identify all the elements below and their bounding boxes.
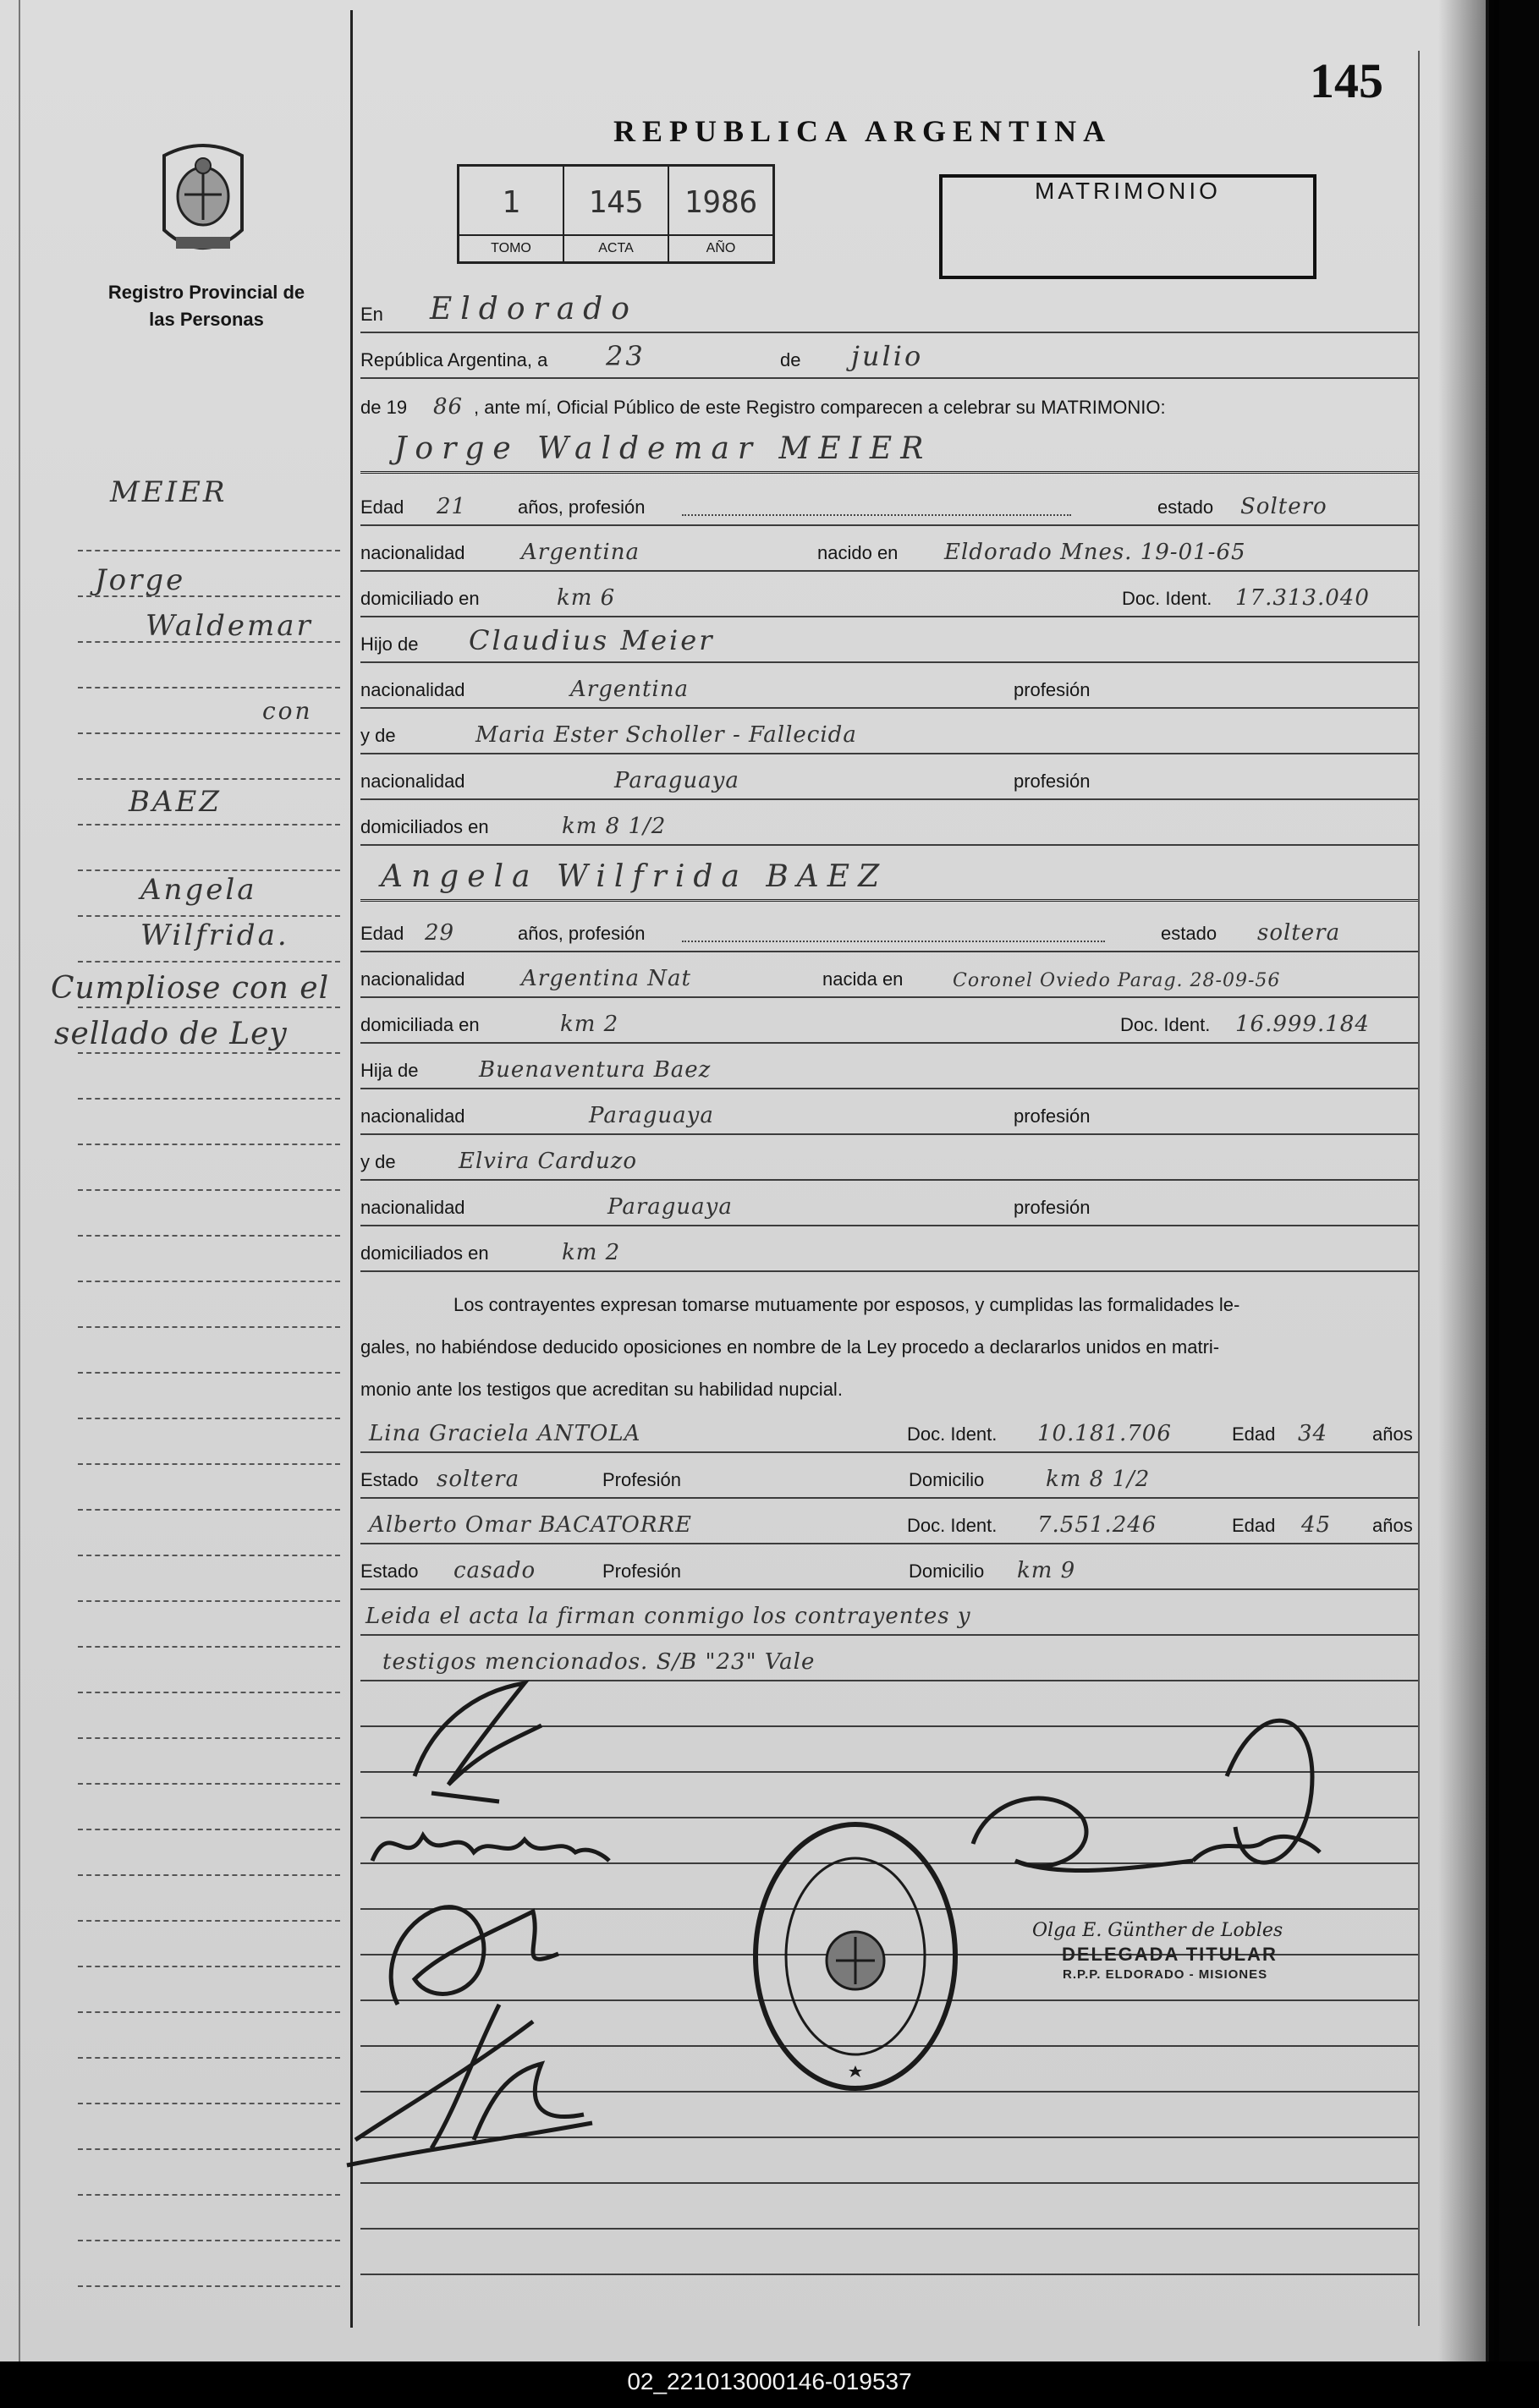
margin-line (78, 643, 340, 688)
margin-line (78, 1054, 340, 1100)
margin-note-given-2: Waldemar (146, 609, 313, 643)
margin-line (78, 734, 340, 780)
domiciliado-label: domiciliado en (360, 588, 480, 609)
place-value: Eldorado (430, 292, 638, 326)
bride-status: soltera (1257, 920, 1341, 946)
margin-note-given-1: Jorge (95, 563, 186, 597)
delegate-org: R.P.P. ELDORADO - MISIONES (1063, 1967, 1268, 1982)
date-line (360, 333, 1418, 379)
tomo-label: TOMO (459, 234, 563, 261)
en-label: En (360, 304, 383, 325)
estado-label: estado (1161, 923, 1217, 944)
groom-age-line (360, 480, 1418, 526)
year-suffix-value: 86 (433, 394, 464, 420)
groom-address: km 6 (557, 585, 616, 611)
margin-line (78, 826, 340, 871)
estado-label: Estado (360, 1561, 419, 1582)
place-line (360, 288, 1418, 333)
acta-value: 145 (588, 185, 644, 220)
margin-line (78, 1100, 340, 1145)
bride-doc: 16.999.184 (1235, 1012, 1370, 1037)
anos-label: años (1372, 1515, 1413, 1536)
anos-profesion-label: años, profesión (518, 923, 646, 944)
bride-mother-nationality: Paraguaya (607, 1194, 733, 1220)
groom-doc: 17.313.040 (1235, 585, 1370, 611)
margin-line (78, 2196, 340, 2241)
delegate-title: DELEGADA TITULAR (1062, 1944, 1278, 1965)
bride-signature (364, 1802, 618, 1886)
bride-father-nationality-line (360, 1089, 1418, 1135)
bride-address: km 2 (560, 1012, 619, 1037)
registry-name: Registro Provincial de las Personas (107, 282, 305, 330)
hijo-de-label: Hijo de (360, 634, 419, 655)
nacionalidad-label: nacionalidad (360, 968, 465, 990)
de-year-label: de 19 (360, 397, 408, 418)
margin-line (78, 1511, 340, 1556)
witness-1-age: 34 (1298, 1421, 1328, 1446)
blank-line (360, 2184, 1418, 2230)
margin-line (78, 1967, 340, 2013)
profesion-label: profesión (1014, 679, 1091, 700)
nacionalidad-label: nacionalidad (360, 679, 465, 700)
edad-label: Edad (360, 923, 404, 944)
witness-2-details-line (360, 1544, 1418, 1590)
domicilio-label: Domicilio (909, 1469, 985, 1490)
bride-father: Buenaventura Baez (479, 1057, 712, 1083)
bride-mother-nationality-line (360, 1181, 1418, 1226)
witness-2-name: Alberto Omar BACATORRE (369, 1512, 693, 1538)
margin-line (78, 1785, 340, 1830)
acta-cell (564, 167, 669, 261)
officer-signature (939, 1675, 1328, 1912)
margin-line (78, 1922, 340, 1967)
day-value: 23 (606, 340, 646, 372)
nacido-en-label: nacido en (817, 542, 899, 563)
margin-note-given-4: Wilfrida. (140, 919, 289, 952)
bride-birthplace: Coronel Oviedo Parag. 28-09-56 (953, 970, 1281, 991)
nacionalidad-label: nacionalidad (360, 1105, 465, 1127)
legal-declaration (360, 1284, 1418, 1411)
tomo-value: 1 (502, 185, 520, 220)
groom-mother-nationality-line (360, 754, 1418, 800)
groom-parents-address-line (360, 800, 1418, 846)
witness-1-details-line (360, 1453, 1418, 1499)
anos-profesion-label: años, profesión (518, 496, 646, 518)
witness-1-line (360, 1407, 1418, 1453)
profesion-label: profesión (1014, 1197, 1091, 1218)
witness-1-doc: 10.181.706 (1037, 1421, 1172, 1446)
bride-father-line (360, 1044, 1418, 1089)
margin-note-given-3: Angela (140, 873, 257, 907)
doc-ident-label: Doc. Ident. (1122, 588, 1212, 609)
bride-age: 29 (425, 920, 455, 946)
ante-mi-text: , ante mí, Oficial Público de este Registro comparecen a celebrar su MATRIMONIO: (474, 397, 1166, 418)
margin-line (78, 1602, 340, 1648)
groom-status: Soltero (1240, 494, 1327, 519)
margin-line (78, 2013, 340, 2059)
doc-ident-label: Doc. Ident. (1120, 1014, 1211, 1035)
margin-line (78, 1282, 340, 1328)
groom-father-nationality-line (360, 663, 1418, 709)
margin-line (78, 1648, 340, 1693)
edad-label: Edad (1232, 1423, 1276, 1445)
tomo-cell (459, 167, 564, 261)
margin-line (78, 1328, 340, 1374)
binding-shadow (1438, 0, 1499, 2361)
de-label: de (780, 349, 801, 370)
profession-blank (682, 514, 1071, 516)
domiciliados-label: domiciliados en (360, 1242, 489, 1264)
margin-line (78, 1145, 340, 1191)
witness-2-age: 45 (1301, 1512, 1332, 1538)
closing-text-1: Leida el acta la firman conmigo los contrayentes y (366, 1604, 971, 1629)
margin-line (78, 506, 340, 551)
closing-line-1 (360, 1590, 1418, 1636)
groom-mother-nationality: Paraguaya (614, 768, 739, 793)
groom-mother-line (360, 709, 1418, 754)
reference-box (457, 164, 775, 264)
year-value: 1986 (684, 185, 758, 220)
bride-name: Angela Wilfrida BAEZ (381, 859, 888, 894)
right-margin-rule (1418, 51, 1420, 2326)
margin-line (78, 1374, 340, 1419)
groom-address-line (360, 572, 1418, 617)
y-de-label: y de (360, 1151, 396, 1172)
closing-text-2: testigos mencionados. S/B "23" Vale (382, 1649, 816, 1675)
y-de-label: y de (360, 725, 396, 746)
groom-birthplace: Eldorado Mnes. 19-01-65 (944, 540, 1246, 565)
witness-2-doc: 7.551.246 (1037, 1512, 1157, 1538)
witness-1-status: soltera (437, 1467, 520, 1492)
groom-name-line (360, 428, 1418, 474)
groom-father-line (360, 617, 1418, 663)
left-margin-rule (19, 0, 20, 2361)
record-type-box: MATRIMONIO (939, 174, 1316, 279)
margin-note-surname-groom: MEIER (110, 475, 228, 509)
hija-de-label: Hija de (360, 1060, 419, 1081)
bride-parents-address: km 2 (562, 1240, 621, 1265)
witness-1-name: Lina Graciela ANTOLA (369, 1421, 641, 1446)
margin-line (78, 2241, 340, 2287)
margin-line (78, 2104, 340, 2150)
month-value: julio (851, 340, 924, 372)
profesion-label: profesión (1014, 771, 1091, 792)
bride-mother: Elvira Carduzo (459, 1149, 638, 1174)
groom-father-nationality: Argentina (570, 677, 689, 702)
nacida-en-label: nacida en (822, 968, 904, 990)
bride-mother-line (360, 1135, 1418, 1181)
anos-label: años (1372, 1423, 1413, 1445)
bride-name-line (360, 856, 1418, 902)
domiciliada-label: domiciliada en (360, 1014, 480, 1035)
groom-signature (398, 1675, 567, 1810)
bride-address-line (360, 998, 1418, 1044)
bride-age-line (360, 907, 1418, 952)
legal-line-2: gales, no habiéndose deducido oposiciones en nombre de la Ley procedo a declararlos unidos en matri- (360, 1336, 1220, 1358)
legal-line-3: monio ante los testigos que acreditan su habilidad nupcial. (360, 1379, 843, 1400)
margin-line (78, 2059, 340, 2104)
margin-line (78, 1465, 340, 1511)
republica-label: República Argentina, a (360, 349, 548, 370)
nacionalidad-label: nacionalidad (360, 771, 465, 792)
year-cell (669, 167, 772, 261)
estado-label: estado (1157, 496, 1214, 518)
page-number: 145 (1310, 53, 1383, 108)
nacionalidad-label: nacionalidad (360, 1197, 465, 1218)
bride-parents-address-line (360, 1226, 1418, 1272)
groom-mother: Maria Ester Scholler - Fallecida (475, 722, 857, 748)
groom-nationality-line (360, 526, 1418, 572)
profession-blank (682, 941, 1105, 942)
bride-father-nationality: Paraguaya (589, 1103, 714, 1128)
witness-2-line (360, 1499, 1418, 1544)
margin-line (78, 1876, 340, 1922)
official-seal-icon (750, 1818, 961, 2094)
margin-note-con: con (262, 697, 313, 725)
domiciliados-label: domiciliados en (360, 816, 489, 837)
margin-line (78, 1419, 340, 1465)
year-line (360, 379, 1418, 425)
nacionalidad-label: nacionalidad (360, 542, 465, 563)
year-label: AÑO (669, 234, 772, 261)
witness-2-signature (330, 1971, 601, 2174)
domicilio-label: Domicilio (909, 1561, 985, 1582)
doc-ident-label: Doc. Ident. (907, 1515, 998, 1536)
groom-name: Jorge Waldemar MEIER (394, 431, 932, 466)
image-id-caption: 02_221013000146-019537 (627, 2368, 912, 2394)
bride-nationality: Argentina Nat (521, 966, 691, 991)
edad-label: Edad (1232, 1515, 1276, 1536)
blank-line (360, 2230, 1418, 2275)
groom-father: Claudius Meier (469, 624, 715, 656)
margin-line (78, 1739, 340, 1785)
witness-2-status: casado (453, 1558, 536, 1583)
estado-label: Estado (360, 1469, 419, 1490)
legal-line-1: Los contrayentes expresan tomarse mutuamente por esposos, y cumplidas las formalidades le- (453, 1294, 1240, 1315)
provincial-crest-icon (156, 139, 250, 266)
acta-label: ACTA (564, 234, 668, 261)
doc-ident-label: Doc. Ident. (907, 1423, 998, 1445)
witness-2-address: km 9 (1017, 1558, 1076, 1583)
margin-line (78, 1237, 340, 1282)
witness-1-address: km 8 1/2 (1046, 1467, 1151, 1492)
profesion-label: Profesión (602, 1469, 681, 1490)
profesion-label: profesión (1014, 1105, 1091, 1127)
margin-line (78, 1830, 340, 1876)
delegate-name: Olga E. Günther de Lobles (1032, 1920, 1283, 1941)
margin-line (78, 1556, 340, 1602)
edad-label: Edad (360, 496, 404, 518)
bride-nationality-line (360, 952, 1418, 998)
margin-note-stamp-1: Cumpliose con el (51, 971, 330, 1006)
margin-note-surname-bride: BAEZ (129, 785, 222, 819)
profesion-label: Profesión (602, 1561, 681, 1582)
margin-note-stamp-2: sellado de Ley (54, 1017, 288, 1051)
margin-line (78, 1693, 340, 1739)
groom-age: 21 (437, 494, 467, 519)
groom-parents-address: km 8 1/2 (562, 814, 667, 839)
margin-line (78, 2150, 340, 2196)
margin-line (78, 1191, 340, 1237)
country-heading: REPUBLICA ARGENTINA (613, 114, 1113, 148)
groom-nationality: Argentina (521, 540, 640, 565)
